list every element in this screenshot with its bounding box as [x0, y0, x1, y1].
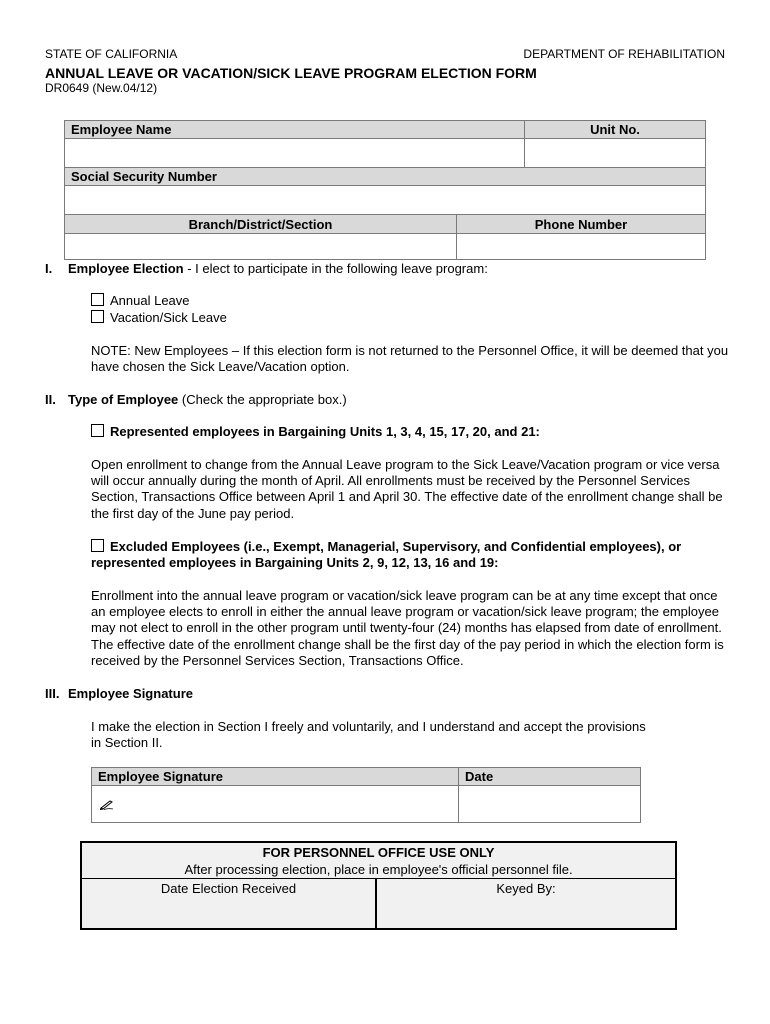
pen-icon — [100, 798, 114, 810]
office-fields-row — [82, 878, 675, 928]
vacation-sick-leave-label: Vacation/Sick Leave — [110, 310, 227, 325]
section1-number: I. — [45, 261, 53, 276]
form-title: ANNUAL LEAVE OR VACATION/SICK LEAVE PROGRAM ELECTION FORM — [45, 65, 537, 81]
signature-label: Employee Signature — [92, 768, 459, 786]
option-annual-leave[interactable] — [91, 293, 190, 308]
annual-leave-checkbox[interactable] — [91, 293, 104, 306]
section1-heading-line — [68, 261, 488, 276]
unit-no-field[interactable] — [525, 139, 706, 168]
employee-info-table — [64, 120, 706, 168]
option-represented[interactable] — [91, 424, 540, 439]
form-number: DR0649 (New.04/12) — [45, 81, 158, 95]
option-vacation-sick-leave[interactable] — [91, 310, 227, 325]
section3-number: III. — [45, 686, 60, 701]
office-heading: FOR PERSONNEL OFFICE USE ONLY — [262, 845, 495, 860]
excluded-checkbox[interactable] — [91, 539, 104, 552]
ssn-table — [64, 167, 706, 215]
excluded-text: Enrollment into the annual leave program or vacation/sick leave program can be at any time except that once an employee elects to enroll in either the annual leave program or vacation/sick leave program; the employee may not elect to enroll in the other program until twenty-four (24) months has elapsed from date of enrollment. The effective date of the enrollment change shall be the first day of the pay period in which the election form is received by the Personnel Services Section, Transactions Office. — [91, 588, 724, 668]
excluded-label: Excluded Employees (i.e., Exempt, Managerial, Supervisory, and Confidential employees), or represented employees in Bargaining Units 2, 9, 12, 13, 16 and 19: — [91, 539, 682, 571]
agency-left: STATE OF CALIFORNIA — [45, 47, 178, 61]
section2-intro: (Check the appropriate box.) — [178, 392, 347, 407]
keyed-by-label: Keyed By: — [496, 881, 556, 896]
represented-text: Open enrollment to change from the Annual Leave program to the Sick Leave/Vacation program or vice versa will occur annually during the month of April. All enrollments must be received by the Personnel Services Section, Transactions Office between April 1 and April 30. The effective date of the enrollment change shall be the first day of the June pay period. — [91, 457, 723, 521]
represented-label: Represented employees in Bargaining Units 1, 3, 4, 15, 17, 20, and 21: — [110, 424, 540, 439]
date-label: Date — [459, 768, 641, 786]
unit-no-label: Unit No. — [525, 121, 706, 139]
employee-name-label: Employee Name — [65, 121, 525, 139]
signature-table — [91, 767, 641, 823]
phone-label: Phone Number — [457, 215, 706, 234]
section2-heading: Type of Employee — [68, 392, 179, 407]
date-received-field[interactable] — [82, 879, 377, 928]
ssn-label: Social Security Number — [65, 168, 706, 186]
branch-phone-table — [64, 214, 706, 260]
branch-field[interactable] — [65, 234, 457, 260]
keyed-by-field[interactable] — [377, 879, 675, 928]
ssn-field[interactable] — [65, 186, 706, 215]
personnel-office-box — [80, 841, 677, 930]
option-excluded[interactable] — [91, 539, 731, 571]
phone-field[interactable] — [457, 234, 706, 260]
date-received-label: Date Election Received — [160, 881, 297, 896]
section3-statement: I make the election in Section I freely and voluntarily, and I understand and accept the provisions in Section II. — [91, 719, 646, 751]
date-field[interactable] — [459, 786, 641, 823]
annual-leave-label: Annual Leave — [110, 293, 190, 308]
section1-note: NOTE: New Employees – If this election form is not returned to the Personnel Office, it will be deemed that you have chosen the Sick Leave/Vacation option. — [91, 343, 729, 375]
section3-heading: Employee Signature — [68, 686, 193, 701]
vacation-sick-leave-checkbox[interactable] — [91, 310, 104, 323]
agency-right: DEPARTMENT OF REHABILITATION — [523, 47, 725, 61]
signature-field[interactable] — [92, 786, 459, 823]
section1-heading: Employee Election — [68, 261, 184, 276]
section2-heading-line — [68, 392, 347, 407]
represented-checkbox[interactable] — [91, 424, 104, 437]
section2-number: II. — [45, 392, 56, 407]
office-instruction: After processing election, place in employee's official personnel file. — [184, 862, 573, 877]
section1-intro: - I elect to participate in the following leave program: — [183, 261, 488, 276]
branch-label: Branch/District/Section — [65, 215, 457, 234]
employee-name-field[interactable] — [65, 139, 525, 168]
